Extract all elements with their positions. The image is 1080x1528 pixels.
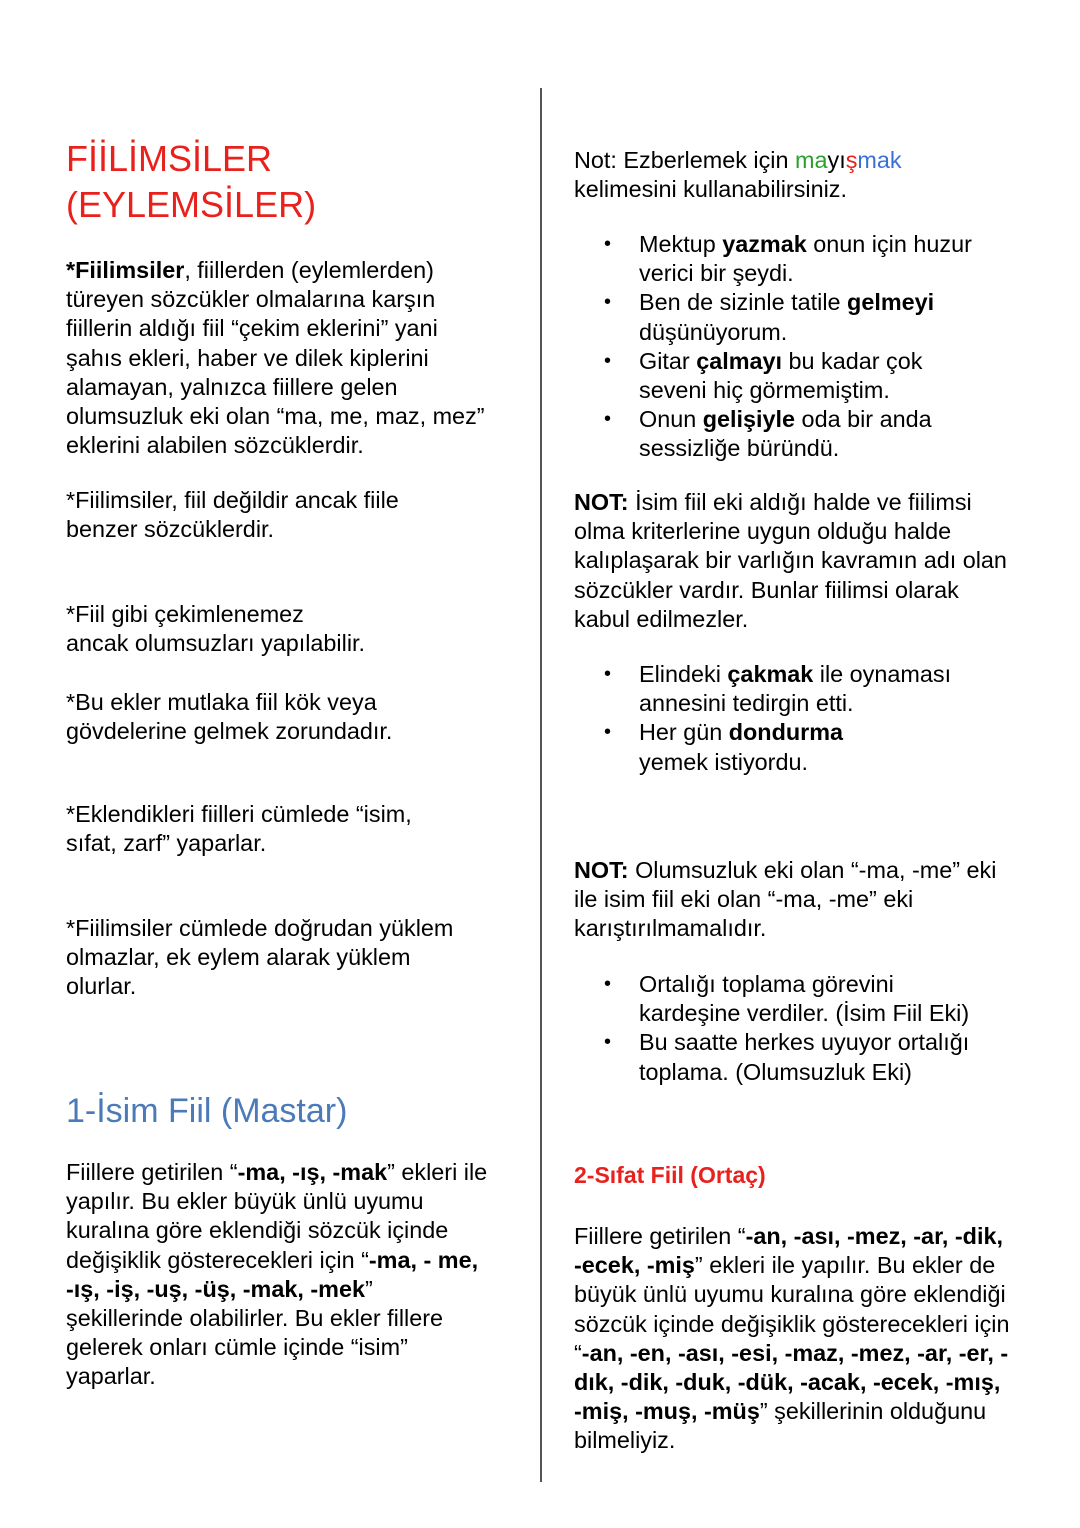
note-paragraph-3 [66,600,496,658]
kaliplasma-examples [574,660,984,777]
isim-fiil-text-1: Fiillere getirilen “ [66,1159,238,1185]
list-item: • Gitar çalmayı bu kadar çok seveni hiç görmemiştim. [574,347,974,405]
note-paragraph-3-line-1: *Fiil gibi çekimlenemez [66,601,304,627]
note-paragraph-5: *Eklendikleri fiilleri cümlede “isim, sıfat, zarf” yaparlar. [66,801,412,857]
list-item: • Ben de sizinle tatile gelmeyi düşünüyorum. [574,288,974,346]
mnemonic-suffix: kelimesini kullanabilirsiniz. [574,176,847,203]
note-paragraph-3-line-2: ancak olumsuzları yapılabilir. [66,630,366,657]
definition-text: , fiillerden (eylemlerden) türeyen sözcükler olmalarına karşın fiillerin aldığı fiil “çekim eklerini” yani şahıs ekleri, haber ve dilek kiplerini alamayan, yalnızca fiillere gelen olumsuzluk eki olan “ma, me, maz, mez” eklerini alabilen sözcüklerdir. [66,257,485,459]
list-item: • Onun gelişiyle oda bir anda sessizliğe büründü. [574,405,974,463]
section-title-isim-fiil: 1-İsim Fiil (Mastar) [66,1092,348,1130]
page-title [66,136,316,228]
isim-fiil-examples [574,230,974,464]
section-title-sifat-fiil: 2-Sıfat Fiil (Ortaç) [574,1162,766,1188]
list-item: • Ortalığı toplama görevini kardeşine verdiler. (İsim Fiil Eki) [574,970,994,1028]
note-paragraph-6: *Fiilimsiler cümlede doğrudan yüklem olmazlar, ek eylem alarak yüklem olurlar. [66,915,454,1000]
mnemonic-part-yi: yı [827,147,846,173]
note-paragraph-4: *Bu ekler mutlaka fiil kök veya gövdelerine gelmek zorundadır. [66,689,393,745]
isim-fiil-text-3: ” şekillerinde olabilirler. Bu ekler fillere gelerek onları cümle içinde “isim” yaparlar. [66,1275,444,1390]
sifat-fiil-suffixes: -an, -ası, -mez, -ar, -dik, -ecek, -miş [574,1223,1003,1279]
list-item: • Mektup yazmak onun için huzur verici bir şeydi. [574,230,974,288]
title-line-2: (EYLEMSİLER) [66,184,317,225]
note-kaliplasma [574,488,1014,634]
mnemonic-prefix: Not: Ezberlemek için [574,147,795,173]
isim-fiil-paragraph [66,1158,496,1392]
mnemonic-part-mak: mak [857,147,902,173]
definition-term: *Fiilimsiler [66,257,185,283]
sifat-fiil-text-2: ” ekleri ile yapılır. Bu ekler de büyük ünlü uyumu kuralına göre eklendiği sözcük içinde değişiklik gösterecekleri için “ [574,1252,1010,1366]
title-line-1: FİİLİMSİLER [66,138,273,179]
sifat-fiil-text-1: Fiillere getirilen “ [574,1223,746,1249]
mnemonic-part-s: ş [845,147,858,173]
mnemonic-part-ma: ma [795,147,828,173]
list-item: • Bu saatte herkes uyuyor ortalığı toplama. (Olumsuzluk Eki) [574,1028,994,1086]
note-olumsuzluk [574,856,1004,944]
note-label: NOT: [574,489,629,515]
note-text: Olumsuzluk eki olan “-ma, -me” eki ile isim fiil eki olan “-ma, -me” eki karıştırılmamalıdır. [574,857,997,942]
isim-fiil-suffix-variants: -ma, - me, -ış, -iş, -uş, -üş, -mak, -mek [66,1246,479,1302]
sifat-fiil-paragraph [574,1222,1014,1456]
note-label: NOT: [574,857,629,883]
mnemonic-note [574,146,1014,204]
isim-fiil-suffixes: -ma, -ış, -mak [237,1159,388,1185]
list-item: • Elindeki çakmak ile oynaması annesini tedirgin etti. [574,660,984,718]
note-text: İsim fiil eki aldığı halde ve fiilimsi olma kriterlerine uygun olduğu halde kalıplaşarak bir varlığın kavramın adı olan sözcükler vardır. Bunlar fiilimsi olarak kabul edilmezler. [574,489,1007,632]
sifat-fiil-suffix-variants: -an, -en, -ası, -esi, -maz, -mez, -ar, -er, -dık, -dik, -duk, -dük, -acak, -ecek, -mış, -miş, -muş, -müş [574,1339,1009,1425]
column-divider [540,88,542,1482]
note-paragraph-2: *Fiilimsiler, fiil değildir ancak fiile benzer sözcüklerdir. [66,487,399,543]
isim-fiil-text-2: ” ekleri ile yapılır. Bu ekler büyük ünlü uyumu kuralına göre eklendiği sözcük içinde değişiklik gösterecekleri için “ [66,1159,488,1273]
olumsuzluk-examples [574,970,994,1087]
sifat-fiil-text-3: ” şekillerinin olduğunu bilmeliyiz. [574,1398,987,1454]
list-item: • Her gün dondurma yemek istiyordu. [574,718,984,776]
definition-paragraph [66,256,496,460]
